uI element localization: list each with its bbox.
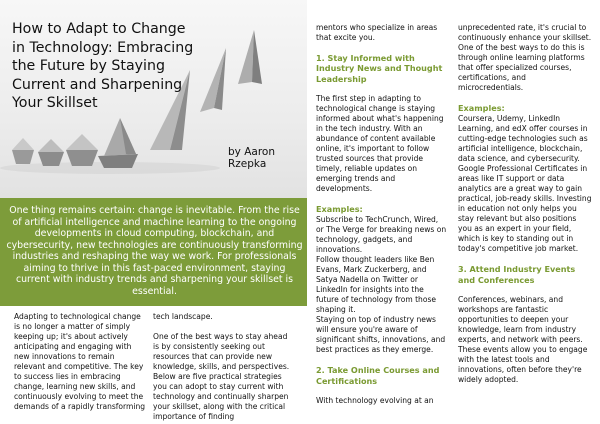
examples-label: Examples: (316, 204, 363, 215)
section-heading-2: 2. Take Online Courses and Certifications (316, 365, 440, 386)
column-2 (153, 312, 293, 422)
paragraph: One of the best ways to stay ahead is by consistently seeking out resources that can provide new knowledge, skills, and perspectives. Below are five practical strategies you can adopt to stay current with technology and continually sharpen your skillset, along with the critical importance of finding (153, 332, 290, 422)
paragraph: mentors who specialize in areas that excite you. (316, 23, 438, 43)
column-3 (316, 23, 447, 406)
paper-plane-mid (200, 48, 226, 112)
paragraph: With technology evolving at an (316, 396, 434, 405)
paragraph: The first step in adapting to technological change is staying informed about what's happening in the tech industry. With an abundance of content available online, it's important to follow trusted sources that provide timely, reliable updates on emerging trends and developments. (316, 93, 444, 194)
section-heading-3: 3. Attend Industry Events and Conferences (458, 264, 576, 285)
example-item: Coursera, Udemy, LinkedIn Learning, and edX offer courses in cutting-edge technologies such as artificial intelligence, blockchain, data science, and cybersecurity. (458, 113, 588, 163)
paper-plane-high (238, 30, 262, 84)
examples-label: Examples: (458, 103, 505, 114)
example-item: Follow thought leaders like Ben Evans, Mark Zuckerberg, and Satya Nadella on Twitter or LinkedIn for insights into the future of technology from those shaping it. (316, 254, 437, 315)
paragraph: Conferences, webinars, and workshops are fantastic opportunities to deepen your knowledge, learn from industry experts, and network with peers. These events allow you to engage with the latest tools and innovations, often before they're widely adopted. (458, 294, 588, 385)
example-item: Subscribe to TechCrunch, Wired, or The Verge for breaking news on technology, gadgets, and innovations. (316, 214, 447, 254)
article-title: How to Adapt to Change in Technology: Embracing the Future by Staying Current and Sharpening Your Skillset (12, 21, 194, 112)
paragraph: Adapting to technological change is no longer a matter of simply keeping up; it's about actively anticipating and engaging with new innovations to remain relevant and competitive. The key to success lies in embracing change, learning new skills, and continuously evolving to meet the demands of a rapidly transforming (14, 312, 146, 412)
paragraph: unprecedented rate, it's crucial to continuously enhance your skillset. One of the best ways to do this is through online learning platforms that offer specialized courses, certifications, and microcredentials. (458, 23, 592, 93)
paper-boat-small-left (12, 138, 34, 164)
example-item: Google Professional Certificates in areas like IT support or data analytics are a great way to gain practical, job-ready skills. Investing in education not only helps you stay relevant but also positions you as an expert in your field, which is key to standing out in today's competitive job market. (458, 163, 592, 254)
author-byline: by Aaron Rzepka (228, 146, 275, 170)
intro-callout: One thing remains certain: change is inevitable. From the rise of artificial intelligence and machine learning to the ongoing developments in cloud computing, blockchain, and cybersecurity, new technologies are continuously transforming industries and reshaping the way we work. For professionals aiming to thrive in this fast-paced environment, staying current with industry trends and sharpening your skillset is essential. (0, 198, 307, 306)
column-4 (458, 23, 592, 385)
example-item: Staying on top of industry news will ensure you're aware of significant shifts, innovations, and best practices as they emerge. (316, 315, 446, 355)
paragraph: tech landscape. (153, 312, 213, 321)
paper-boat-transforming (98, 118, 138, 168)
column-1 (14, 312, 148, 412)
paper-boat-small-middle (38, 139, 64, 166)
hero-image (0, 0, 307, 198)
section-heading-1: 1. Stay Informed with Industry News and Thought Leadership (316, 53, 443, 84)
paper-boat-center (66, 134, 98, 166)
